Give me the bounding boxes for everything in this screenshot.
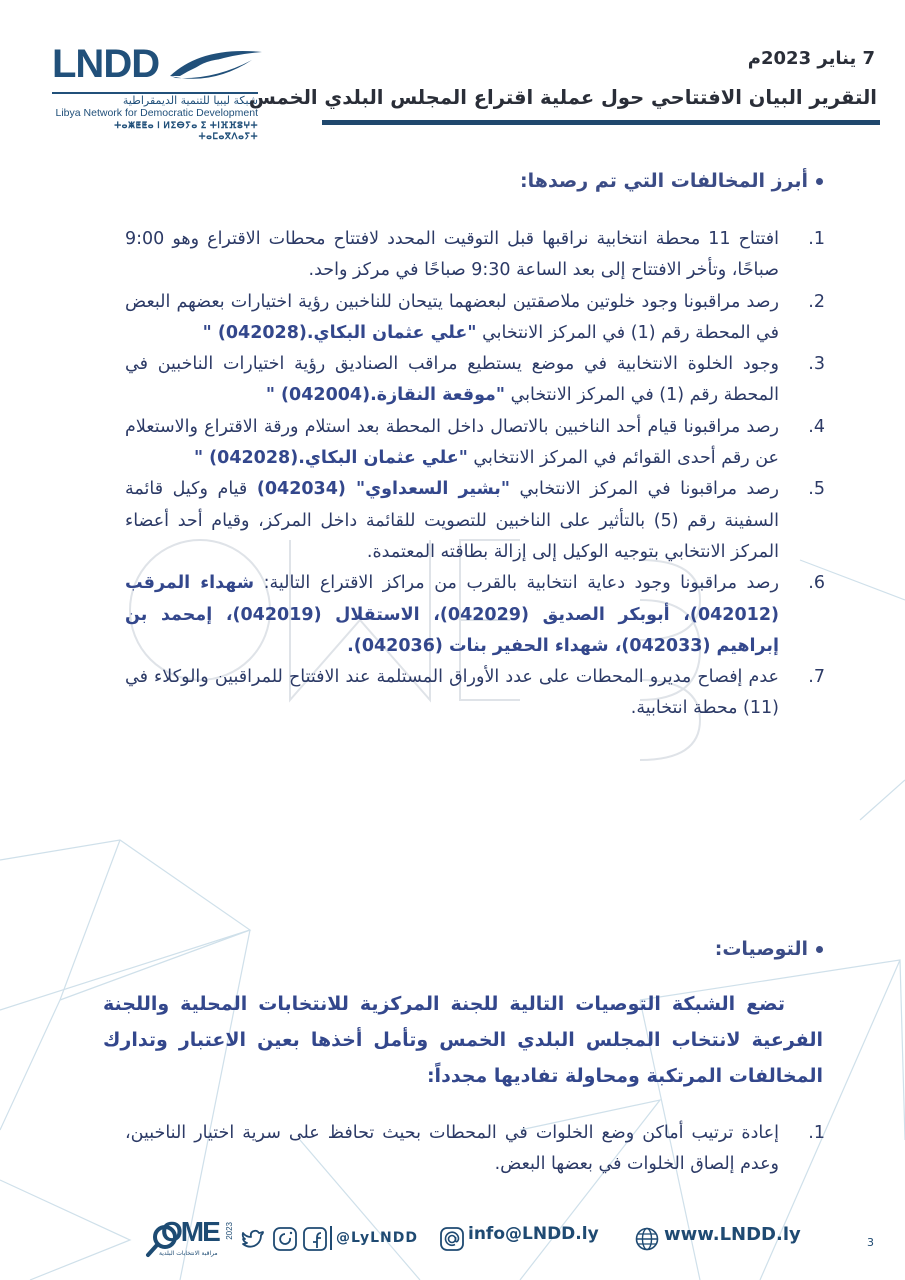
item-number: .1 — [808, 1123, 825, 1143]
bullet-icon — [816, 178, 823, 185]
item-text: رصد مراقبونا وجود خلوتين ملاصقتين لبعضهما يتيحان للناخبين رؤية اختيارات بعضهم البعض في المحطة رقم (1) في المركز الانتخابي — [125, 291, 779, 343]
globe-icon — [634, 1226, 660, 1252]
logo-english-name: Libya Network for Democratic Development — [55, 107, 258, 119]
violations-heading — [520, 170, 823, 192]
item-text: افتتاح 11 محطة انتخابية نراقبها قبل التوقيت المحدد لافتتاح محطات الاقتراع وهو 9:00 صباحًا، وتأخر الافتتاح إلى بعد الساعة 9:30 صباحًا في مركز واحد. — [125, 229, 779, 281]
item-number: .5 — [808, 479, 825, 500]
violations-list — [125, 224, 825, 725]
item-number: .3 — [808, 354, 825, 375]
item-text-bold: "موقعة النقازة.(042004) " — [265, 385, 506, 406]
recommendations-heading-text: التوصيات: — [714, 938, 808, 960]
item-text-bold: "علي عثمان البكاي.(042028) " — [202, 322, 477, 343]
ome-year: 2023 — [225, 1222, 234, 1240]
item-number: .2 — [808, 291, 825, 312]
logo-tifinagh-name: ⵜⴰⵥⵟⵟⴰ ⵏ ⵍⵉⴱⵢⴰ ⵉ ⵜⵏⴼⴼⵓⵖⵜ ⵜⴰⵎⴰⴳⴷⴰⵢⵜ — [114, 120, 258, 141]
item-text-bold: "علي عثمان البكاي.(042028) " — [193, 448, 468, 469]
footer-separator — [330, 1226, 332, 1250]
violations-heading-text: أبرز المخالفات التي تم رصدها: — [520, 170, 808, 192]
item-text-bold: "بشير السعداوي" (042034) — [256, 479, 510, 500]
list-item — [125, 412, 825, 475]
logo-eye-icon — [52, 42, 262, 90]
logo-arabic-name: شبكة ليبيا للتنمية الديمقراطية — [122, 94, 258, 107]
item-number: .7 — [808, 667, 825, 688]
item-number: .4 — [808, 416, 825, 437]
list-item — [125, 662, 825, 725]
list-item — [125, 568, 825, 662]
website-link[interactable]: www.LNDD.ly — [664, 1224, 801, 1245]
report-title: التقرير البيان الافتتاحي حول عملية اقتراع المجلس البلدي الخمس — [248, 86, 877, 109]
ome-wordmark: OME — [161, 1216, 219, 1247]
footer — [140, 1216, 880, 1260]
item-text: وجود الخلوة الانتخابية في موضع يستطيع مراقب الصناديق رؤية اختيارات الناخبين في المحطة رقم (1) في المركز الانتخابي — [125, 354, 779, 406]
recommendations-heading — [715, 938, 823, 960]
item-text: إعادة ترتيب أماكن وضع الخلوات في المحطات بحيث تحافظ على سرية اختيار الناخبين، وعدم إلصاق الخلوات في بعضها البعض. — [125, 1123, 779, 1175]
email-link[interactable]: info@LNDD.ly — [468, 1224, 599, 1244]
logo-wordmark: LNDD — [52, 42, 160, 86]
list-item — [125, 287, 825, 350]
instagram-icon[interactable] — [272, 1226, 298, 1252]
ome-logo — [145, 1216, 235, 1260]
item-text: رصد مراقبونا قيام أحد الناخبين بالاتصال داخل المحطة بعد استلام ورقة الاقتراع والاستعلام عن رقم أحدى القوائم في المركز الانتخابي — [125, 416, 779, 469]
recommendations-intro: تضع الشبكة التوصيات التالية للجنة المركزية للانتخابات المحلية واللجنة الفرعية لانتخاب المجلس البلدي الخمس وتأمل أخذها بعين الاعتبار وتدارك المخالفات المرتكبة ومحاولة تفاديها مجدداً: — [103, 993, 823, 1087]
item-text: عدم إفصاح مديرو المحطات على عدد الأوراق المستلمة عند الافتتاح للمراقبين والوكلاء في (11) محطة انتخابية. — [125, 667, 779, 719]
item-number: .1 — [808, 229, 825, 249]
social-handle[interactable]: @LyLNDD — [336, 1230, 418, 1246]
item-text: رصد مراقبونا وجود دعاية انتخابية بالقرب من مراكز الاقتراع التالية: — [254, 573, 779, 594]
facebook-icon[interactable] — [302, 1226, 328, 1252]
report-date: 7 يناير 2023م — [747, 48, 875, 69]
list-item — [125, 1118, 825, 1181]
page-number: 3 — [867, 1236, 874, 1249]
list-item — [125, 349, 825, 412]
list-item — [125, 224, 825, 287]
header-divider — [322, 120, 880, 125]
item-text: قيام وكيل قائمة السفينة رقم (5) بالتأثير على الناخبين للتصويت للقائمة داخل المركز، وقيام أحد أعضاء المركز الانتخابي بتوجيه الوكيل إلى إزالة بطاقته المعتمدة. — [125, 479, 779, 562]
item-number: .6 — [808, 573, 825, 594]
bullet-icon — [816, 946, 823, 953]
list-item — [125, 474, 825, 568]
at-icon — [439, 1226, 465, 1252]
lndd-logo — [40, 42, 260, 141]
ome-subtitle: مراقبة الانتخابات البلدية — [159, 1250, 218, 1257]
recommendations-list — [125, 1118, 825, 1181]
twitter-icon[interactable] — [240, 1226, 266, 1252]
item-text-bold: شهداء المرقب (042012)، أبوبكر الصديق (042029)، الاستقلال (042019)، إمحمد بن إبراهيم (042033)، شهداء الحفير بنات (042036). — [125, 573, 779, 656]
item-text: رصد مراقبونا في المركز الانتخابي — [509, 479, 779, 500]
